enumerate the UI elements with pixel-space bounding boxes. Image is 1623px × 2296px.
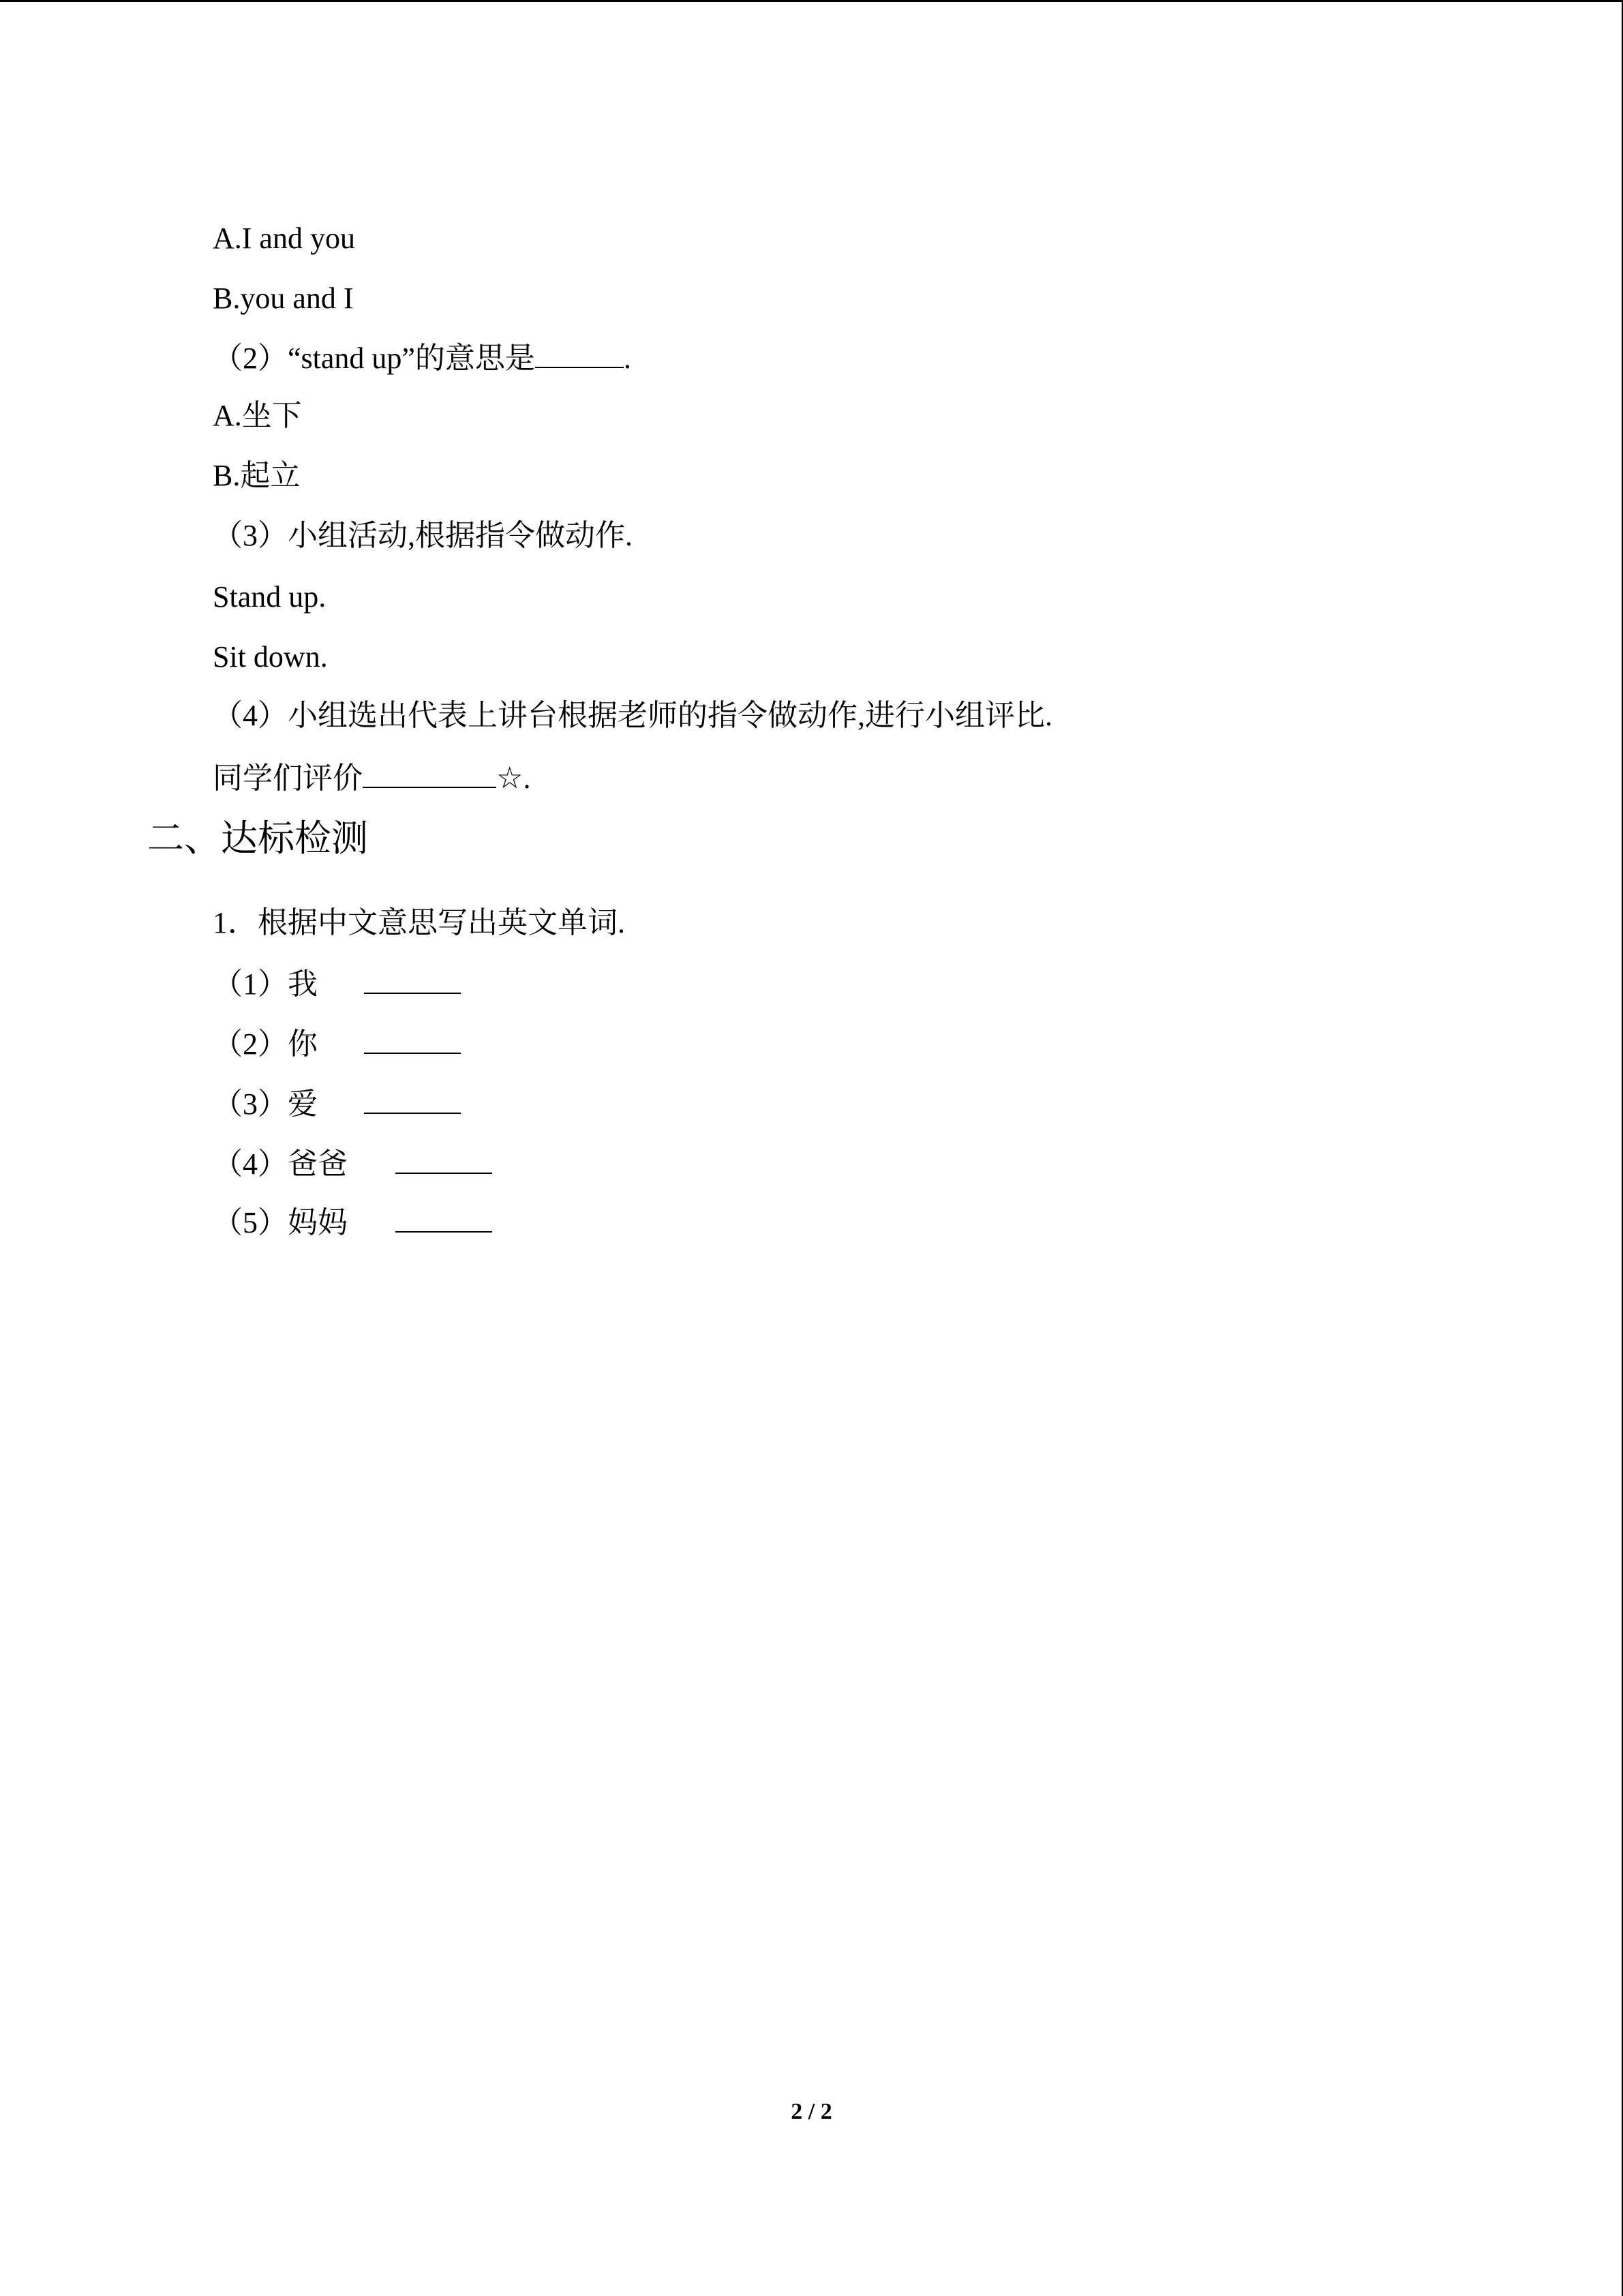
evaluation-label: 同学们评价 [213, 761, 363, 795]
page-number: 2 / 2 [791, 2099, 832, 2124]
exercise-1-instruction: 1．根据中文意思写出英文单词. [213, 906, 625, 939]
question-2-stand-up-meaning [213, 337, 631, 378]
vocab-item-blank [395, 1143, 492, 1174]
vocab-item-4 [213, 1143, 492, 1183]
vocab-item-label: （4）爸爸 [213, 1147, 348, 1181]
question-2-prompt: （2）“stand up”的意思是 [213, 342, 535, 375]
option-a-sit-down: A.坐下 [213, 399, 302, 432]
vocab-item-blank [364, 1023, 461, 1054]
option-b-stand-up: B.起立 [213, 459, 301, 492]
vocab-item-blank [395, 1201, 492, 1233]
vocab-item-blank [364, 1083, 461, 1114]
vocab-item-label: （5）妈妈 [213, 1206, 348, 1239]
question-3-group-activity: （3）小组活动,根据指令做动作. [213, 519, 633, 552]
vocab-item-label: （1）我 [213, 967, 318, 1001]
command-stand-up: Stand up. [213, 580, 327, 614]
question-2-period: . [623, 342, 631, 375]
evaluation-blank [363, 757, 496, 788]
peer-evaluation [213, 757, 530, 798]
vocab-item-label: （2）你 [213, 1027, 318, 1061]
question-4-group-competition: （4）小组选出代表上讲台根据老师的指令做动作,进行小组评比. [213, 699, 1052, 732]
option-a-i-and-you: A.I and you [213, 222, 355, 255]
evaluation-star: ☆. [496, 761, 531, 795]
command-sit-down: Sit down. [213, 640, 328, 674]
question-2-answer-blank [535, 337, 624, 368]
vocab-item-blank [364, 963, 461, 994]
vocab-item-3 [213, 1083, 461, 1123]
vocab-item-1 [213, 963, 461, 1003]
vocab-item-5 [213, 1201, 492, 1242]
vocab-item-2 [213, 1023, 461, 1063]
option-b-you-and-i: B.you and I [213, 282, 354, 315]
section-heading-assessment: 二、达标检测 [147, 818, 368, 859]
vocab-item-label: （3）爱 [213, 1087, 318, 1121]
